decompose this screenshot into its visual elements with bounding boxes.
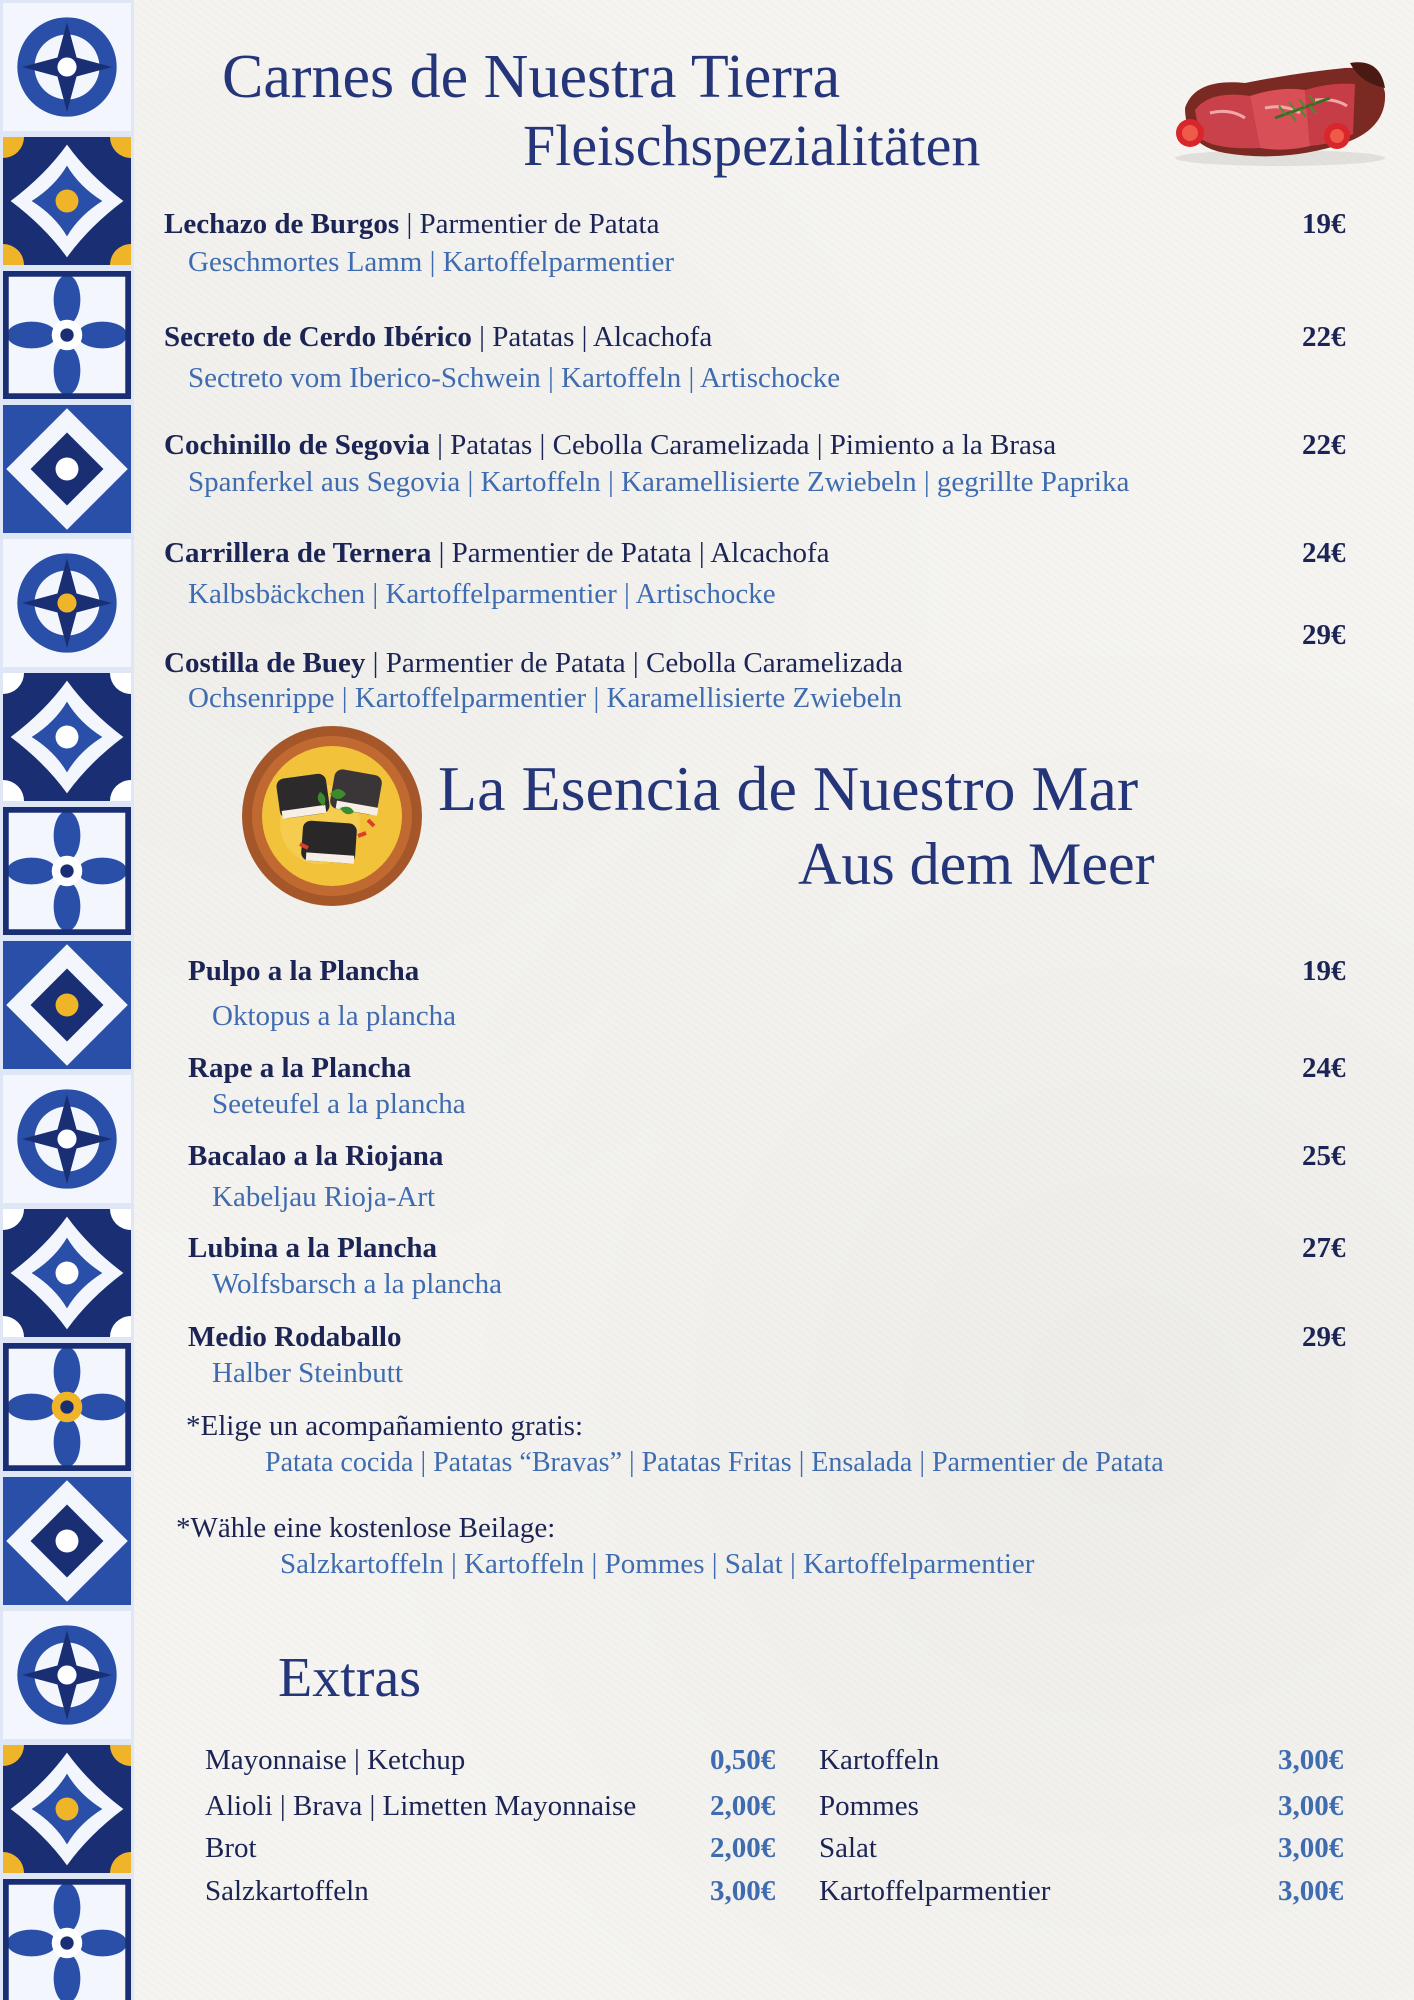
extra-label: Salzkartoffeln [205,1875,369,1907]
extra-label: Kartoffeln [819,1744,940,1776]
azulejo-tile [0,670,134,804]
azulejo-tile [0,1072,134,1206]
dish-german: Spanferkel aus Segovia | Kartoffeln | Karamellisierte Zwiebeln | gegrillte Paprika [188,466,1130,498]
dish-name: Carrillera de Ternera [164,537,432,569]
dish-price: 19€ [1302,955,1346,987]
extra-label: Salat [819,1832,877,1864]
dish-name [188,955,419,988]
extra-price: 2,00€ [710,1790,776,1822]
dish-name [188,1140,443,1173]
dish-german: Seeteufel a la plancha [212,1088,466,1120]
azulejo-tile [0,1206,134,1340]
extra-price: 3,00€ [1278,1744,1344,1776]
menu-item [164,429,1056,462]
menu-item [164,208,659,241]
extra-label: Brot [205,1832,257,1864]
azulejo-tile [0,1340,134,1474]
extra-price: 2,00€ [710,1832,776,1864]
meat-section-subtitle: Fleischspezialitäten [523,113,981,178]
dish-price: 27€ [1302,1232,1346,1264]
dish-name: Secreto de Cerdo Ibérico [164,321,472,353]
extra-price: 3,00€ [710,1875,776,1907]
sea-section-title: La Esencia de Nuestro Mar [438,753,1139,824]
sea-section-subtitle: Aus dem Meer [798,831,1155,897]
meat-section-title: Carnes de Nuestra Tierra [222,43,841,111]
dish-name-text: Lubina a la Plancha [188,1232,437,1264]
dish-price: 24€ [1302,537,1346,569]
dish-german: Halber Steinbutt [212,1357,403,1389]
azulejo-tile [0,134,134,268]
dish-price: 19€ [1302,208,1346,240]
azulejo-tile [0,0,134,134]
extras-title: Extras [278,1647,422,1709]
extra-price: 3,00€ [1278,1875,1344,1907]
dish-german: Sectreto vom Iberico-Schwein | Kartoffeln | Artischocke [188,362,841,394]
side-options-de: Salzkartoffeln | Kartoffeln | Pommes | Salat | Kartoffelparmentier [280,1548,1035,1580]
dish-sides: | Parmentier de Patata | Cebolla Caramelizada [365,647,903,679]
dish-name: Lechazo de Burgos [164,208,400,240]
azulejo-tile [0,268,134,402]
dish-name: Costilla de Buey [164,647,366,679]
dish-german: Kabeljau Rioja-Art [212,1181,436,1213]
dish-name [188,1321,402,1354]
dish-name-text: Pulpo a la Plancha [188,955,420,987]
dish-name [188,1232,437,1265]
dish-price: 29€ [1302,619,1346,651]
extra-label: Alioli | Brava | Limetten Mayonnaise [205,1790,637,1822]
dish-sides: | Parmentier de Patata [399,208,660,240]
extra-price: 3,00€ [1278,1790,1344,1822]
dish-name [188,1052,411,1085]
extra-price: 3,00€ [1278,1832,1344,1864]
dish-price: 25€ [1302,1140,1346,1172]
azulejo-tile [0,1474,134,1608]
extra-label: Kartoffelparmentier [819,1875,1051,1907]
azulejo-tile [0,1742,134,1876]
side-note-es: *Elige un acompañamiento gratis: [186,1410,584,1442]
dish-price: 24€ [1302,1052,1346,1084]
dish-german: Ochsenrippe | Kartoffelparmentier | Karamellisierte Zwiebeln [188,682,903,714]
dish-name-text: Rape a la Plancha [188,1052,412,1084]
azulejo-tile [0,938,134,1072]
azulejo-tile [0,1608,134,1742]
dish-price: 29€ [1302,1321,1346,1353]
menu-item [164,647,903,680]
azulejo-tile-border [0,0,134,2000]
dish-sides: | Patatas | Alcachofa [471,321,713,353]
dish-name: Cochinillo de Segovia [164,429,430,461]
azulejo-tile [0,804,134,938]
dish-price: 22€ [1302,321,1346,353]
azulejo-tile [0,402,134,536]
azulejo-tile [0,536,134,670]
dish-german: Oktopus a la plancha [212,1000,457,1032]
azulejo-tile [0,1876,134,2000]
extra-label: Mayonnaise | Ketchup [205,1744,466,1776]
steak-illustration [1155,38,1395,168]
extra-label: Pommes [819,1790,919,1822]
side-options-es: Patata cocida | Patatas “Bravas” | Patatas Fritas | Ensalada | Parmentier de Patata [265,1447,1164,1478]
menu-item [164,321,712,354]
extra-price: 0,50€ [710,1744,776,1776]
fish-dish-illustration [240,724,424,908]
dish-name-text: Medio Rodaballo [188,1321,402,1353]
dish-price: 22€ [1302,429,1346,461]
dish-german: Kalbsbäckchen | Kartoffelparmentier | Artischocke [188,578,776,610]
menu-item [164,537,830,570]
dish-sides: | Patatas | Cebolla Caramelizada | Pimiento a la Brasa [429,429,1057,461]
dish-name-text: Bacalao a la Riojana [188,1140,444,1172]
side-note-de: *Wähle eine kostenlose Beilage: [176,1512,556,1544]
dish-sides: | Parmentier de Patata | Alcachofa [431,537,830,569]
dish-german: Geschmortes Lamm | Kartoffelparmentier [188,246,675,278]
dish-german: Wolfsbarsch a la plancha [212,1268,502,1300]
